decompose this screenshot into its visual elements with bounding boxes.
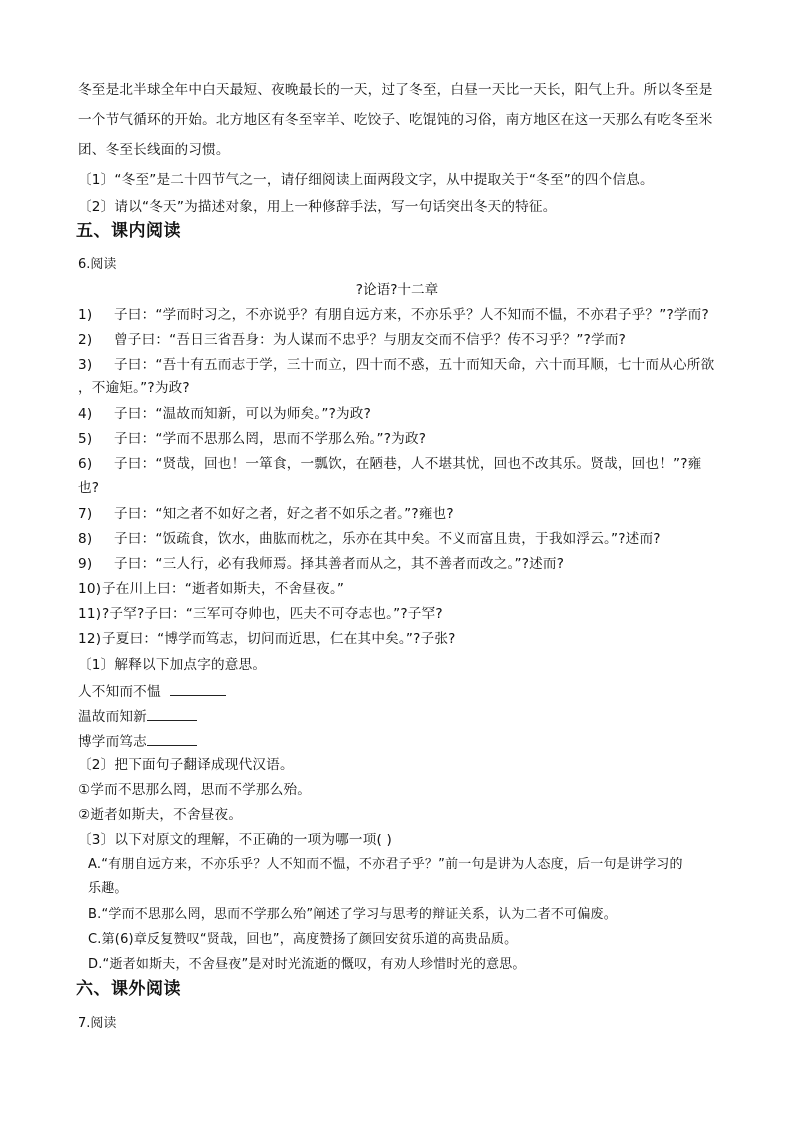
translate-sentence: ①学而不思那么罔，思而不学那么殆。 bbox=[78, 782, 312, 798]
fill-blank-line: 温故而知新 bbox=[78, 706, 197, 727]
answer-blank[interactable] bbox=[170, 681, 226, 696]
intro-paragraph-line: 团、冬至长线面的习惯。 bbox=[78, 142, 230, 158]
fill-blank-line: 博学而笃志 bbox=[78, 731, 197, 752]
question-6-2: 〔2〕把下面句子翻译成现代汉语。 bbox=[78, 757, 294, 773]
question-label-7: 7.阅读 bbox=[78, 1016, 117, 1031]
option-a: A.“有朋自远方来，不亦乐乎？人不知而不愠，不亦君子乎？”前一句是讲为人态度，后一句是讲学习的 bbox=[88, 857, 683, 872]
answer-blank[interactable] bbox=[147, 706, 197, 721]
question-4-1: 〔1〕“冬至”是二十四节气之一，请仔细阅读上面两段文字，从中提取关于“冬至”的四个信息。 bbox=[78, 172, 654, 188]
option-d: D.“逝者如斯夫，不舍昼夜”是对时光流逝的慨叹，有劝人珍惜时光的意思。 bbox=[88, 957, 526, 972]
question-6-3: 〔3〕以下对原文的理解，不正确的一项为哪一项( ) bbox=[78, 832, 393, 848]
analects-item: 5) 子曰：“学而不思那么罔，思而不学那么殆。”?为政? bbox=[78, 431, 427, 447]
answer-blank[interactable] bbox=[147, 731, 197, 746]
analects-item: 3) 子曰：“吾十有五而志于学，三十而立，四十而不惑，五十而知天命，六十而耳顺，七十而从心所欲 bbox=[78, 357, 715, 373]
fill-blank-line: 人不知而不愠 bbox=[78, 681, 226, 702]
analects-item-continuation: ，不逾矩。”?为政? bbox=[78, 380, 190, 396]
option-a-continuation: 乐趣。 bbox=[88, 881, 128, 896]
analects-item: 4) 子曰：“温故而知新，可以为师矣。”?为政? bbox=[78, 406, 372, 422]
option-b: B.“学而不思那么罔，思而不学那么殆”阐述了学习与思考的辩证关系，认为二者不可偏废。 bbox=[88, 907, 617, 922]
analects-item: 11)?子罕?子曰：“三军可夺帅也，匹夫不可夺志也。”?子罕? bbox=[78, 606, 443, 622]
analects-item: 10)子在川上曰：“逝者如斯夫，不舍昼夜。” bbox=[78, 581, 345, 597]
analects-item-continuation: 也? bbox=[78, 480, 100, 496]
analects-item: 6) 子曰：“贤哉，回也！一箪食，一瓢饮，在陋巷，人不堪其忧，回也不改其乐。贤哉，回也！”?雍 bbox=[78, 456, 702, 472]
analects-item: 2) 曾子曰：“吾日三省吾身：为人谋而不忠乎？与朋友交而不信乎？传不习乎？”?学而? bbox=[78, 332, 627, 348]
option-c: C.第(6)章反复赞叹“贤哉，回也”，高度赞扬了颜回安贫乐道的高贵品质。 bbox=[88, 932, 518, 947]
analects-item: 8) 子曰：“饭疏食，饮水，曲肱而枕之，乐亦在其中矣。不义而富且贵，于我如浮云。”?述而? bbox=[78, 531, 661, 547]
intro-paragraph-line: 一个节气循环的开始。北方地区有冬至宰羊、吃饺子、吃馄饨的习俗，南方地区在这一天那么有吃冬至米 bbox=[78, 112, 713, 128]
question-4-2: 〔2〕请以“冬天”为描述对象，用上一种修辞手法，写一句话突出冬天的特征。 bbox=[78, 199, 557, 215]
question-6-1: 〔1〕解释以下加点字的意思。 bbox=[78, 657, 267, 673]
analects-item: 9) 子曰：“三人行，必有我师焉。择其善者而从之，其不善者而改之。”?述而? bbox=[78, 556, 565, 572]
translate-sentence: ②逝者如斯夫，不舍昼夜。 bbox=[78, 807, 243, 823]
section-heading-6: 六、课外阅读 bbox=[76, 979, 181, 999]
question-label-6: 6.阅读 bbox=[78, 257, 117, 272]
section-heading-5: 五、课内阅读 bbox=[76, 221, 181, 241]
intro-paragraph-line: 冬至是北半球全年中白天最短、夜晚最长的一天，过了冬至，白昼一天比一天长，阳气上升。所以冬至是 bbox=[78, 82, 713, 98]
text-title: ?论语?十二章 bbox=[355, 282, 439, 298]
analects-item: 1) 子曰：“学而时习之，不亦说乎？有朋自远方来，不亦乐乎？人不知而不愠，不亦君子乎？”?学而? bbox=[78, 307, 709, 323]
analects-item: 7) 子曰：“知之者不如好之者，好之者不如乐之者。”?雍也? bbox=[78, 506, 454, 522]
analects-item: 12)子夏曰：“博学而笃志，切问而近思，仁在其中矣。”?子张? bbox=[78, 631, 456, 647]
